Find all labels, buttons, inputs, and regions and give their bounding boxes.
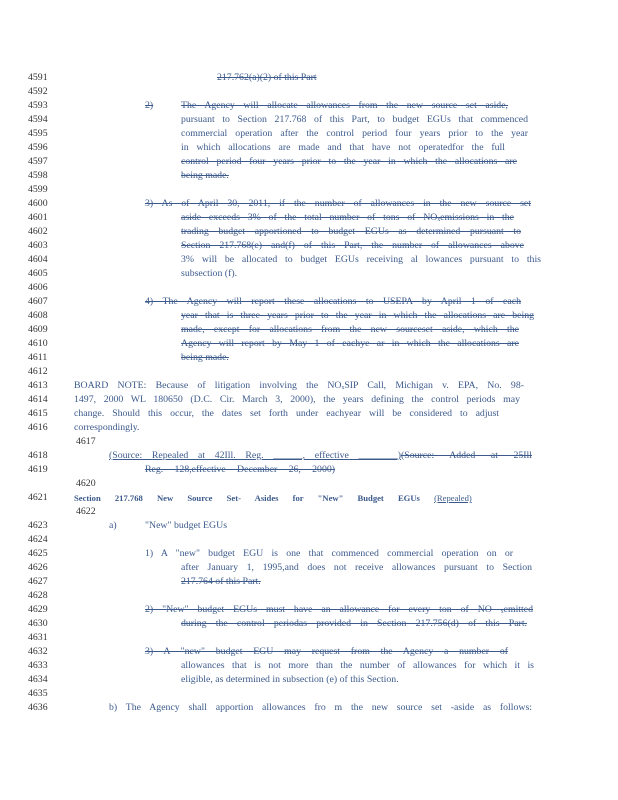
line-number: 4628 — [28, 590, 48, 601]
struck-text: trading budget apportioned to budget EGUs as determined pursuant to — [181, 226, 521, 237]
line-number: 4623 — [28, 520, 48, 531]
line-number: 4594 — [28, 114, 48, 125]
struck-text: made, except for allocations from the new sourceset aside, which the — [181, 324, 519, 335]
line-number: 4627 — [28, 576, 48, 587]
line-number: 4631 — [28, 632, 48, 643]
line-number: 4597 — [28, 156, 48, 167]
paragraph-line: eligible, as determined in subsection (e) of this Section. — [181, 674, 399, 685]
line-number: 4636 — [28, 702, 48, 713]
paragraph-line: subsection (f). — [181, 268, 238, 279]
line-number: 4593 — [28, 100, 48, 111]
line-number: 4633 — [28, 660, 48, 671]
line-number: 4608 — [28, 310, 48, 321]
section-title: Section 217.768 New Source Set- Asides for "New" Budget EGUs — [74, 493, 420, 503]
struck-text: 4) The Agency will report these allocations to USEPA by April 1 of each — [145, 296, 521, 307]
line-number: 4609 — [28, 324, 48, 335]
line-number: 4613 — [28, 380, 48, 391]
item-number: a) — [109, 520, 117, 531]
struck-text: being made. — [181, 170, 229, 181]
line-number: 4596 — [28, 142, 48, 153]
board-note: BOARD NOTE: Because of litigation involving the NOₓSIP Call, Michigan v. EPA, No. 98- — [74, 380, 524, 391]
line-number: 4620 — [76, 478, 96, 489]
subsection-title: "New" budget EGUs — [145, 520, 228, 531]
line-number: 4630 — [28, 618, 48, 629]
line-number: 4622 — [76, 506, 96, 517]
line-number: 4605 — [28, 268, 48, 279]
line-number: 4617 — [76, 436, 96, 447]
struck-text: 2) "New" budget EGUs must have an allowance for every ton of NO ₓemitted — [145, 604, 533, 615]
board-note: 1497, 2000 WL 180650 (D.C. Cir. March 3, 2000), the years defining the control periods may — [74, 394, 520, 405]
line-number: 4615 — [28, 408, 48, 419]
paragraph-line: b) The Agency shall apportion allowances fro m the new source set -aside as follows: — [109, 702, 532, 713]
line-number: 4611 — [28, 352, 48, 363]
paragraph-line: commercial operation after the control period four years prior to the year — [181, 128, 528, 139]
line-number: 4624 — [28, 534, 48, 545]
line-number: 4626 — [28, 562, 48, 573]
struck-text: during the control periodas provided in Section 217.756(d) of this Part. — [181, 618, 527, 629]
paragraph-line: 3% will be allocated to budget EGUs receiving al lowances pursuant to this — [181, 254, 541, 265]
source-note: (Source: Repealed at 42Ill. Reg. ______, effective ________) — [109, 450, 401, 461]
line-number: 4612 — [28, 366, 48, 377]
section-heading — [74, 493, 472, 504]
board-note: correspondingly. — [74, 422, 140, 433]
struck-text: 217.764 of this Part. — [181, 576, 261, 587]
struck-text: year that is three years prior to the year in which the allocations are being — [181, 310, 534, 321]
line-number: 4602 — [28, 226, 48, 237]
line-number: 4591 — [28, 72, 48, 83]
paragraph-line: allowances that is not more than the number of allowances for which it is — [181, 660, 534, 671]
struck-text: being made. — [181, 352, 229, 363]
line-number: 4607 — [28, 296, 48, 307]
struck-text: 3) A "new" budget EGU may request from the Agency a number of — [145, 646, 508, 657]
line-number: 4621 — [28, 492, 48, 503]
struck-text: 217.762(a)(2) of this Part — [217, 72, 317, 83]
repealed-label: (Repealed) — [434, 493, 472, 503]
line-number: 4614 — [28, 394, 48, 405]
struck-text: 3) As of April 30, 2011, if the number of allowances in the new source set — [145, 198, 531, 209]
paragraph-line: in which allocations are made and that have not operatedfor the full — [181, 142, 505, 153]
line-number: 4592 — [28, 86, 48, 97]
line-number: 4598 — [28, 170, 48, 181]
paragraph-line: pursuant to Section 217.768 of this Part, to budget EGUs that commenced — [181, 114, 528, 125]
line-number: 4616 — [28, 422, 48, 433]
line-number: 4618 — [28, 450, 48, 461]
line-number: 4619 — [28, 464, 48, 475]
line-number: 4634 — [28, 674, 48, 685]
line-number: 4606 — [28, 282, 48, 293]
line-number: 4595 — [28, 128, 48, 139]
line-number: 4599 — [28, 184, 48, 195]
line-number: 4601 — [28, 212, 48, 223]
paragraph-line: 1) A "new" budget EGU is one that commenced commercial operation on or — [145, 548, 513, 559]
line-number: 4635 — [28, 688, 48, 699]
struck-text: Reg. 128,effective December 26, 2000) — [145, 464, 335, 475]
line-number: 4632 — [28, 646, 48, 657]
line-number: 4625 — [28, 548, 48, 559]
line-number: 4603 — [28, 240, 48, 251]
struck-text: Agency will report by May 1 of eachye ar in which the allocations are — [181, 338, 519, 349]
struck-text: aside exceeds 3% of the total number of tons of NOₓemissions in the — [181, 212, 514, 223]
item-number: 2) — [145, 100, 154, 111]
line-number: 4600 — [28, 198, 48, 209]
struck-text: (Source: Added at 25Ill — [401, 450, 532, 461]
line-number: 4610 — [28, 338, 48, 349]
struck-text: Section 217.768(e) and(f) of this Part, the number of allowances above — [181, 240, 524, 251]
paragraph-line: after January 1, 1995,and does not receive allowances pursuant to Section — [181, 562, 532, 573]
line-number: 4629 — [28, 604, 48, 615]
struck-text: The Agency will allocate allowances from the new source set aside, — [181, 100, 508, 111]
line-number: 4604 — [28, 254, 48, 265]
board-note: change. Should this occur, the dates set forth under eachyear will be considered to adjust — [74, 408, 499, 419]
struck-text: control period four years prior to the year in which the allocations are — [181, 156, 517, 167]
